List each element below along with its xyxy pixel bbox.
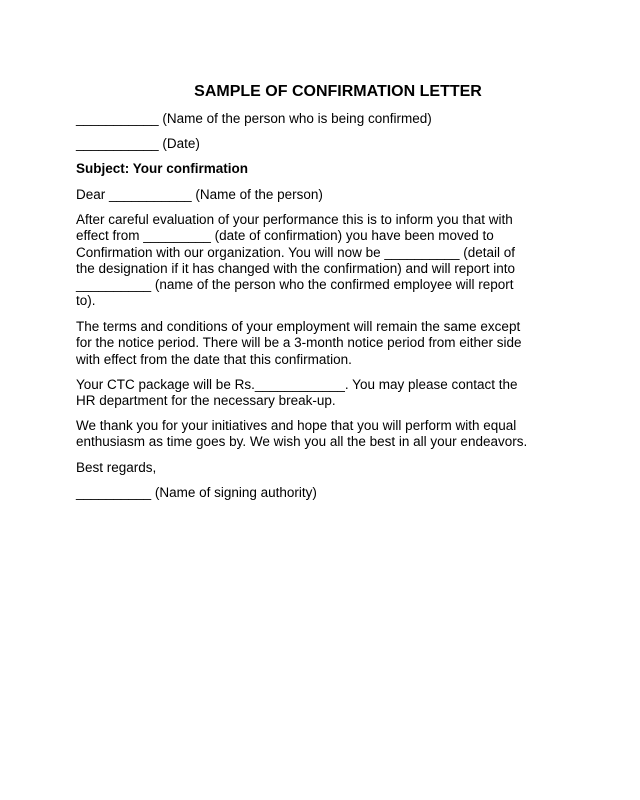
paragraph-line: Your CTC package will be Rs.____________. You may please contact the — [76, 377, 518, 392]
recipient-name-line: ___________ (Name of the person who is being confirmed) — [76, 111, 432, 126]
paragraph-line: enthusiasm as time goes by. We wish you all the best in all your endeavors. — [76, 434, 528, 450]
date-line: ___________ (Date) — [76, 136, 200, 151]
paragraph-line: __________ (name of the person who the confirmed employee will report — [76, 277, 514, 293]
paragraph-confirmation — [76, 212, 576, 310]
paragraph-thanks — [76, 418, 576, 451]
salutation: Dear ___________ (Name of the person) — [76, 187, 323, 202]
signature-line: __________ (Name of signing authority) — [76, 485, 317, 500]
paragraph-line: Confirmation with our organization. You will now be __________ (detail of — [76, 244, 516, 260]
closing: Best regards, — [76, 460, 157, 475]
paragraph-line: HR department for the necessary break-up. — [76, 393, 336, 409]
paragraph-line: with effect from the date that this confirmation. — [76, 351, 352, 367]
paragraph-line: effect from _________ (date of confirmation) you have been moved to — [76, 228, 494, 244]
paragraph-line: for the notice period. There will be a 3-month notice period from either side — [76, 335, 522, 351]
letter-title: SAMPLE OF CONFIRMATION LETTER — [194, 83, 482, 100]
paragraph-line: The terms and conditions of your employment will remain the same except — [76, 319, 521, 334]
paragraph-line: After careful evaluation of your performance this is to inform you that with — [76, 212, 513, 227]
paragraph-line: to). — [76, 293, 96, 309]
paragraph-line: the designation if it has changed with the confirmation) and will report into — [76, 260, 516, 276]
paragraph-ctc — [76, 377, 576, 410]
paragraph-line: We thank you for your initiatives and hope that you will perform with equal — [76, 418, 517, 433]
letter-page — [76, 0, 576, 800]
subject-line: Subject: Your confirmation — [76, 161, 249, 176]
paragraph-terms — [76, 319, 576, 368]
